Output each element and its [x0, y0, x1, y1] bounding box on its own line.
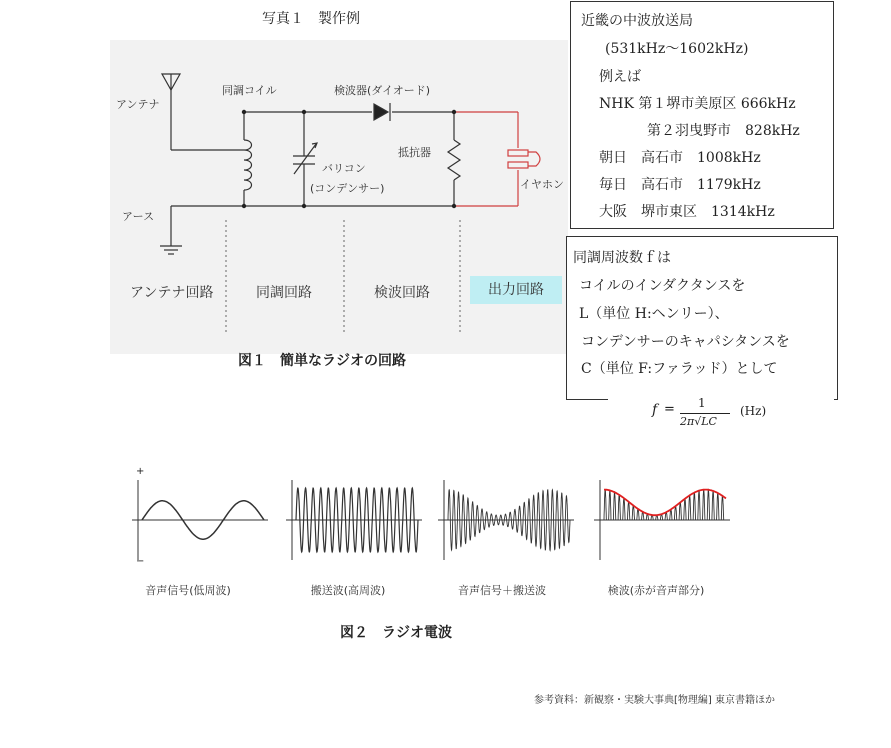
formula-unit: (Hz)	[740, 404, 767, 418]
stations-title: 近畿の中波放送局	[581, 13, 693, 29]
formula-line: L（単位 H:ヘンリー）、	[579, 306, 729, 322]
plus-sign: +	[136, 466, 145, 477]
detection-circuit-label: 検波回路	[374, 285, 430, 301]
resistor-icon	[448, 140, 460, 180]
waves-svg	[120, 460, 730, 575]
formula-line: C（単位 F:ファラッド）として	[581, 361, 778, 377]
station-row: 毎日 高石市 1179kHz	[599, 177, 761, 193]
station-row: 大阪 堺市東区 1314kHz	[599, 204, 775, 220]
stations-example: 例えば	[599, 69, 641, 85]
diode-icon	[374, 104, 388, 120]
antenna-label: アンテナ	[116, 98, 160, 111]
condenser-label: (コンデンサー)	[310, 182, 385, 195]
stations-range: (531kHz～1602kHz)	[605, 41, 749, 57]
wave-label-audio: 音声信号(低周波)	[145, 584, 231, 597]
wave-label-carrier: 搬送波(高周波)	[310, 584, 386, 597]
earphone-icon	[508, 150, 528, 156]
figure1-caption: 図１ 簡単なラジオの回路	[238, 353, 406, 369]
formula-line: コンデンサーのキャパシタンスを	[581, 334, 790, 350]
output-circuit-label: 出力回路	[470, 276, 562, 304]
earphone-label: イヤホン	[520, 178, 564, 191]
wave-label-detected: 検波(赤が音声部分)	[607, 584, 705, 597]
circuit-diagram	[110, 40, 568, 354]
formula-numerator: 1	[698, 396, 706, 410]
minus-sign: −	[136, 556, 145, 567]
station-row: 第２羽曳野市 828kHz	[647, 123, 800, 139]
formula-f: f	[652, 402, 658, 418]
detected-wave	[604, 490, 726, 520]
earth-label: アース	[122, 210, 155, 223]
figure2-caption: 図２ ラジオ電波	[340, 625, 452, 641]
station-row: NHK 第１堺市美原区 666kHz	[599, 96, 796, 112]
wave-label-modulated: 音声信号＋搬送波	[458, 584, 546, 597]
resistor-label: 抵抗器	[398, 146, 431, 159]
variable-cap-label: バリコン	[322, 162, 366, 175]
coil-icon	[244, 140, 252, 190]
tuning-circuit-label: 同調回路	[256, 285, 312, 301]
tuning-coil-label: 同調コイル	[222, 84, 277, 97]
formula-line: 同調周波数ｆは	[573, 250, 671, 266]
formula-denominator: 2π√LC	[680, 415, 717, 428]
reference-note: 参考資料：新観察・実験大事典[物理編] 東京書籍ほか	[534, 695, 775, 706]
station-row: 朝日 高石市 1008kHz	[599, 150, 761, 166]
formula-eq: =	[664, 402, 675, 417]
fraction-bar	[680, 413, 730, 414]
stations-box	[570, 1, 834, 229]
formula-line: コイルのインダクタンスを	[579, 278, 746, 294]
resonance-formula	[608, 392, 834, 438]
photo-title: 写真１ 製作例	[262, 11, 360, 27]
modulated-wave	[448, 490, 570, 551]
detector-label: 検波器(ダイオード)	[334, 84, 431, 97]
antenna-circuit-label: アンテナ回路	[130, 285, 214, 301]
formula-box	[566, 236, 838, 400]
